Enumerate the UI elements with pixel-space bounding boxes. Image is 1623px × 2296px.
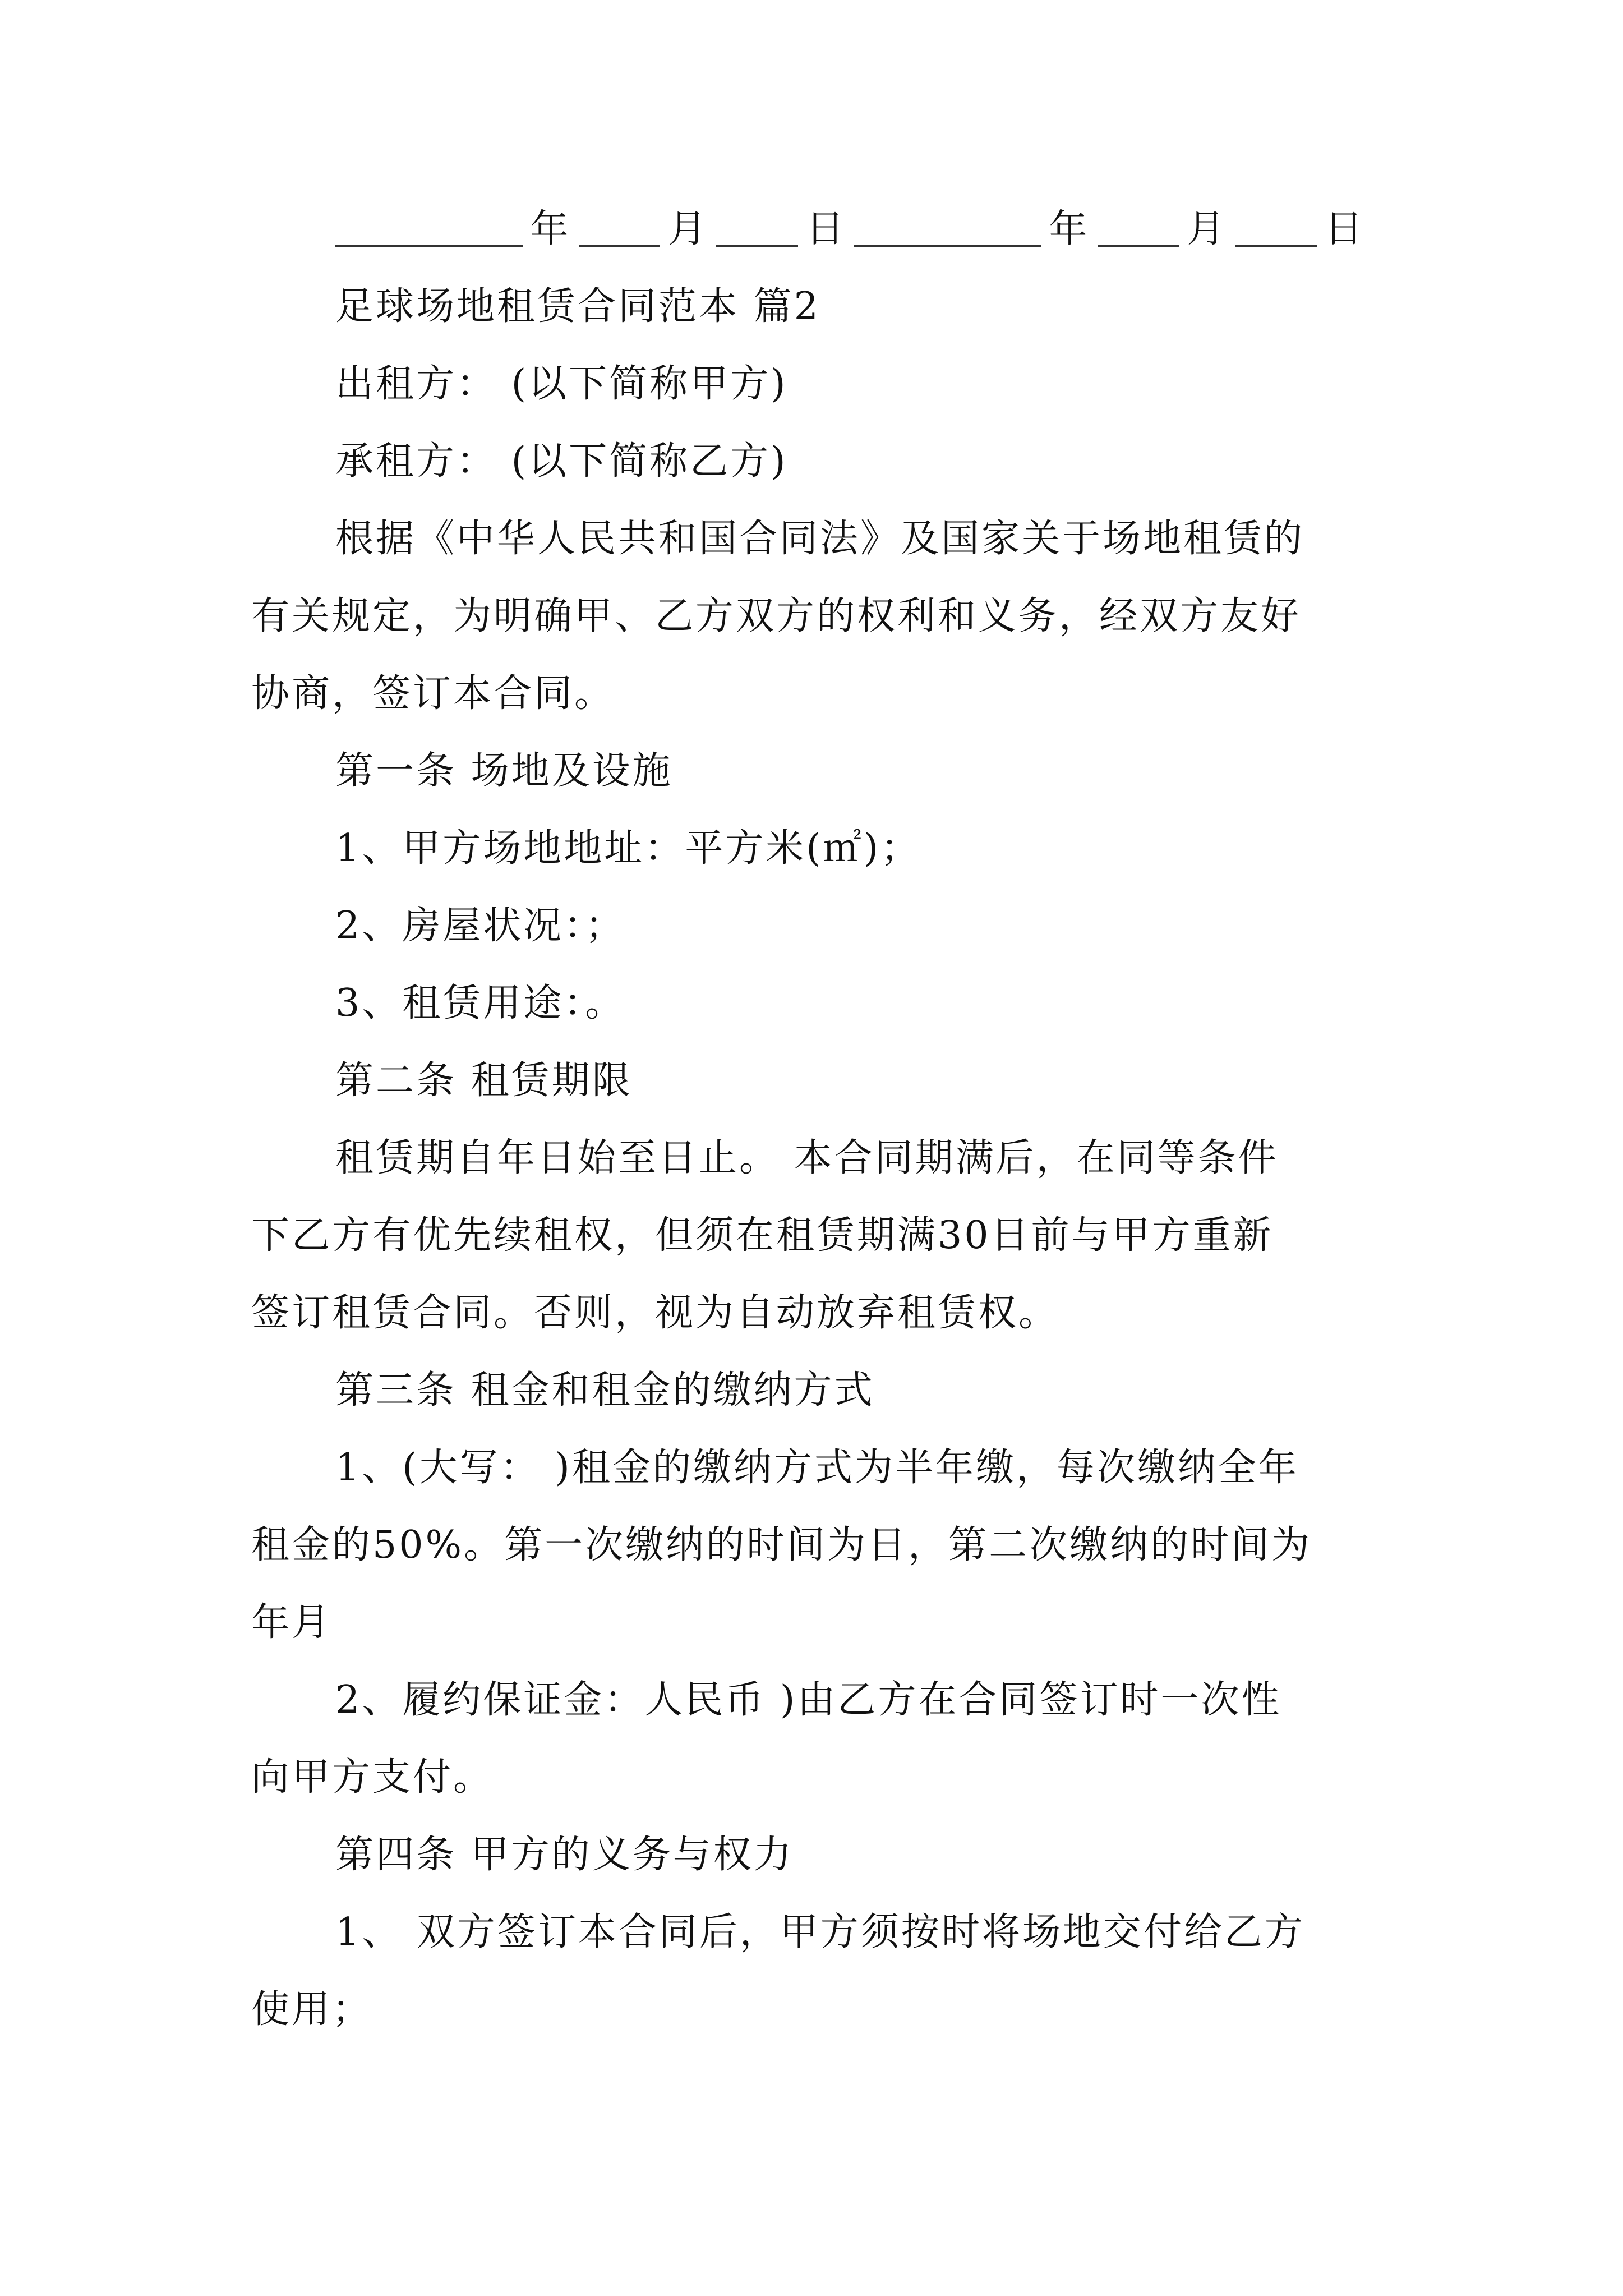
text-line: 向甲方支付。 <box>251 1755 494 1800</box>
date-unit-year-1: 年 <box>530 207 571 251</box>
text-line: 根据《中华人民共和国合同法》及国家关于场地租赁的 <box>335 517 1305 561</box>
text-line: 承租方： (以下简称乙方) <box>335 439 788 484</box>
text-line: 签订租赁合同。否则，视为自动放弃租赁权。 <box>251 1291 1059 1335</box>
text-line: 协商，签订本合同。 <box>251 671 615 716</box>
date-unit-day-2: 日 <box>1325 207 1366 251</box>
text-line: 租赁期自年日始至日止。 本合同期满后，在同等条件 <box>335 1136 1279 1180</box>
date-unit-year-2: 年 <box>1049 207 1090 251</box>
date-unit-month-2: 月 <box>1187 207 1228 251</box>
date-blank-day-2 <box>1235 242 1317 247</box>
text-line: 第二条 租赁期限 <box>335 1059 633 1103</box>
text-line: 1、 双方签订本合同后，甲方须按时将场地交付给乙方 <box>335 1910 1305 1954</box>
text-line: 第三条 租金和租金的缴纳方式 <box>335 1368 875 1412</box>
text-line: 出租方： (以下简称甲方) <box>335 362 788 406</box>
document-title: 足球场地租赁合同范本 篇2 <box>335 284 820 329</box>
text-line: 年月 <box>251 1600 333 1645</box>
date-blank-day-1 <box>716 242 798 247</box>
text-line: 1、甲方场地地址：平方米(㎡)； <box>335 826 921 871</box>
date-blank-month-2 <box>1098 242 1179 247</box>
date-blank-month-1 <box>579 242 661 247</box>
text-line: 有关规定，为明确甲、乙方双方的权利和义务，经双方友好 <box>251 594 1302 638</box>
text-line: 下乙方有优先续租权，但须在租赁期满30日前与甲方重新 <box>251 1213 1274 1258</box>
text-line: 2、履约保证金：人民币 )由乙方在合同签订时一次性 <box>335 1678 1282 1722</box>
text-line: 使用； <box>251 1987 373 2032</box>
document-page <box>251 191 1373 2049</box>
date-blank-year-1 <box>335 242 523 247</box>
date-unit-month-1: 月 <box>668 207 709 251</box>
date-unit-day-1: 日 <box>806 207 847 251</box>
text-line: 2、房屋状况：； <box>335 904 626 948</box>
text-line: 租金的50%。第一次缴纳的时间为日，第二次缴纳的时间为 <box>251 1523 1312 1567</box>
text-line: 第一条 场地及设施 <box>335 749 673 793</box>
text-line: 3、租赁用途：。 <box>335 981 626 1025</box>
document-body <box>251 346 1373 2049</box>
text-line: 1、(大写： )租金的缴纳方式为半年缴，每次缴纳全年 <box>335 1446 1299 1490</box>
date-blank-year-2 <box>854 242 1041 247</box>
text-line: 第四条 甲方的义务与权力 <box>335 1833 794 1877</box>
signature-date-line <box>251 191 1373 268</box>
